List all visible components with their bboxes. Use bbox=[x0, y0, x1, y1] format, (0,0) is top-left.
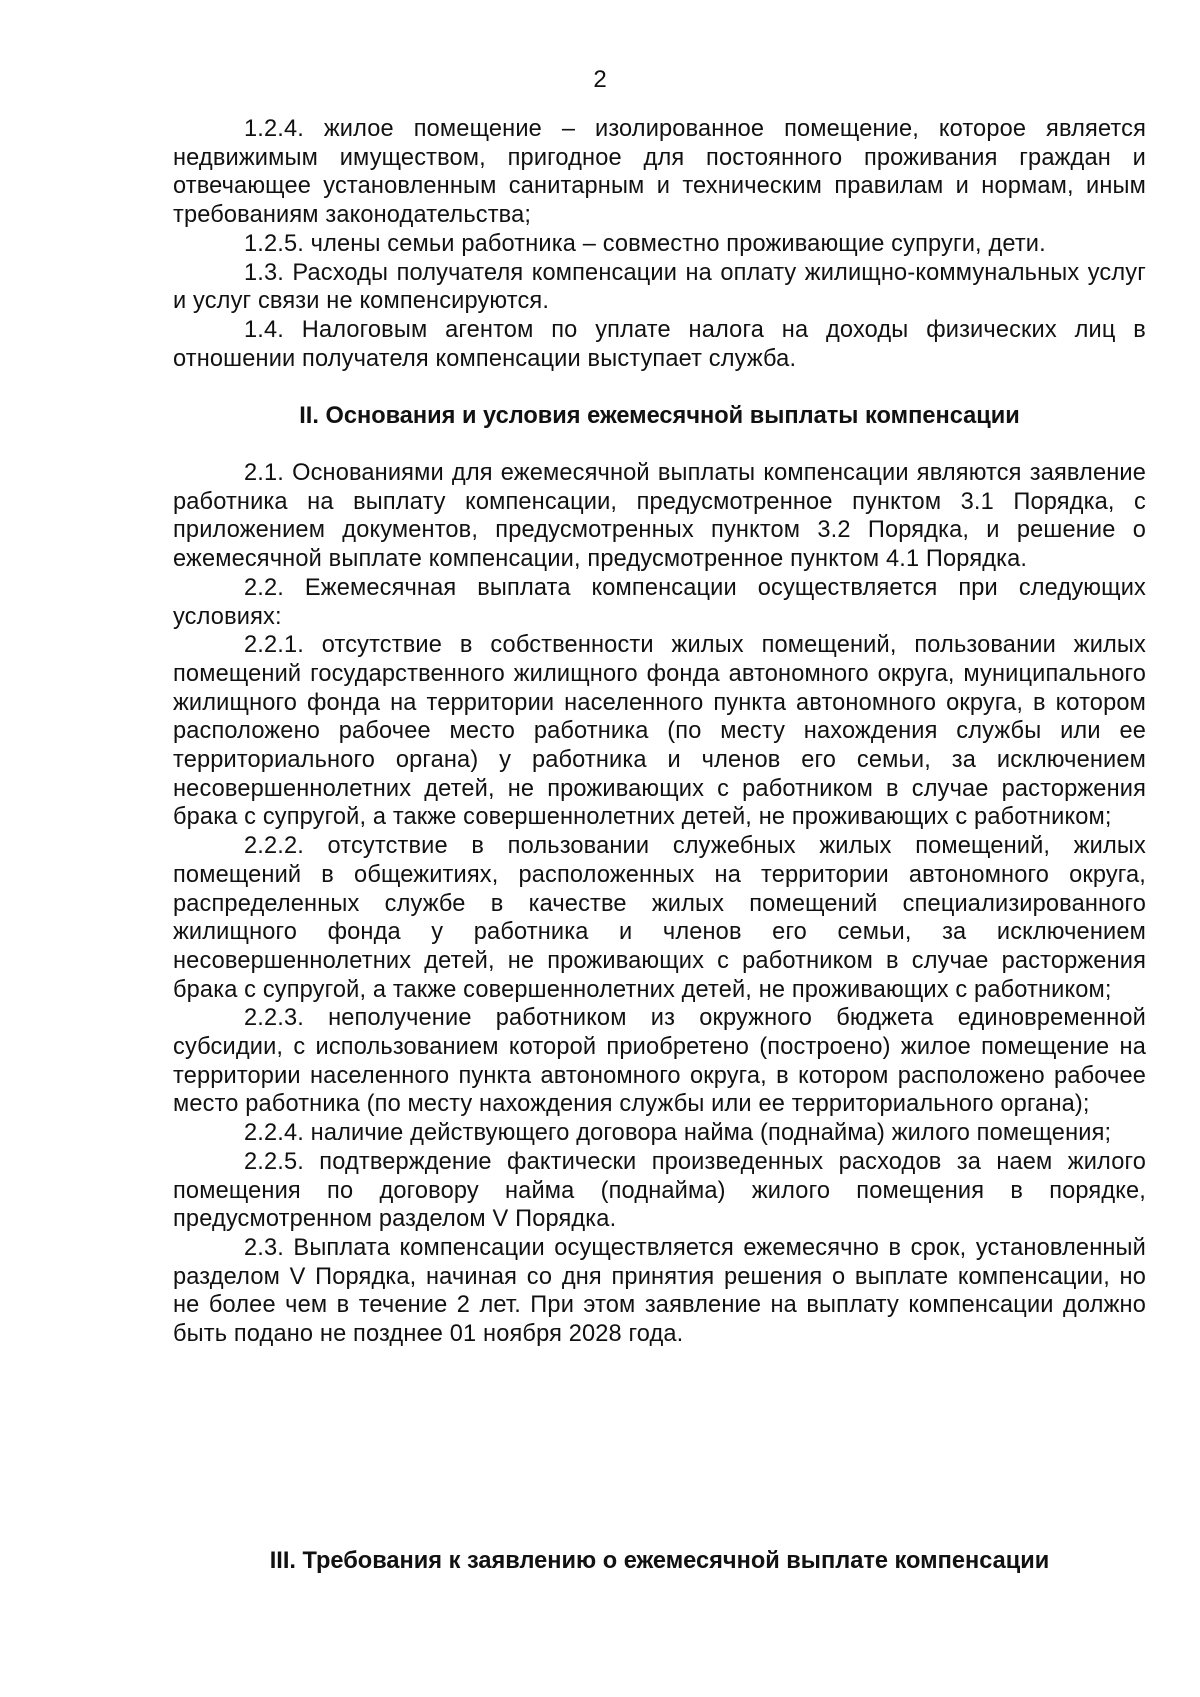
section-2-body bbox=[173, 459, 1146, 1349]
section-3-heading: III. Требования к заявлению о ежемесячной выплате компенсации bbox=[269, 1548, 1050, 1574]
paragraph-2-2-3: 2.2.3. неполучение работником из окружного бюджета единовременной субсидии, с использованием которой приобретено (построено) жилое помещение на территории населенного пункта автономного округа, в котором расположено рабочее место работника (по месту нахождения службы или ее территориального органа); bbox=[173, 1005, 1146, 1118]
paragraph-2-2-2: 2.2.2. отсутствие в пользовании служебных жилых помещений, жилых помещений в общежитиях, расположенных на территории автономного округа, распределенных службе в качестве жилых помещений специализированного жилищного фонда у работника и членов его семьи, за исключением несовершеннолетних детей, не проживающих с работником в случае расторжения брака с супругой, а также совершеннолетних детей, не проживающих с работником; bbox=[173, 833, 1146, 1003]
paragraph-1-2-4: 1.2.4. жилое помещение – изолированное помещение, которое является недвижимым имуществом, пригодное для постоянного проживания граждан и отвечающее установленным санитарным и техническим правилам и нормам, иным требованиям законодательства; bbox=[173, 116, 1146, 229]
paragraph-1-2-5: 1.2.5. члены семьи работника – совместно проживающие супруги, дети. bbox=[244, 230, 1046, 257]
paragraph-2-2-5: 2.2.5. подтверждение фактически произведенных расходов за наем жилого помещения по договору найма (поднайма) жилого помещения в порядке, предусмотренном разделом V Порядка. bbox=[173, 1148, 1146, 1233]
paragraph-2-3: 2.3. Выплата компенсации осуществляется ежемесячно в срок, установленный разделом V Порядка, начиная со дня принятия решения о выплате компенсации, но не более чем в течение 2 лет. При этом заявление на выплату компенсации должно быть подано не позднее 01 ноября 2028 года. bbox=[173, 1234, 1146, 1348]
paragraph-1-3: 1.3. Расходы получателя компенсации на оплату жилищно-коммунальных услуг и услуг связи не компенсируются. bbox=[173, 259, 1146, 315]
paragraph-2-2-1: 2.2.1. отсутствие в собственности жилых помещений, пользовании жилых помещений государственного жилищного фонда автономного округа, муниципального жилищного фонда на территории населенного пункта автономного округа, в котором расположено рабочее место работника (по месту нахождения службы или ее территориального органа) у работника и членов его семьи, за исключением несовершеннолетних детей, не проживающих с работником в случае расторжения брака с супругой, а также совершеннолетних детей, не проживающих с работником; bbox=[173, 632, 1146, 831]
paragraph-1-4: 1.4. Налоговым агентом по уплате налога на доходы физических лиц в отношении получателя компенсации выступает служба. bbox=[173, 316, 1146, 372]
section-2-heading: II. Основания и условия ежемесячной выплаты компенсации bbox=[299, 403, 1020, 429]
paragraph-2-2: 2.2. Ежемесячная выплата компенсации осуществляется при следующих условиях: bbox=[173, 574, 1146, 630]
paragraph-2-2-4: 2.2.4. наличие действующего договора найма (поднайма) жилого помещения; bbox=[244, 1120, 1112, 1147]
paragraph-2-1: 2.1. Основаниями для ежемесячной выплаты компенсации являются заявление работника на выплату компенсации, предусмотренное пунктом 3.1 Порядка, с приложением документов, предусмотренных пунктом 3.2 Порядка, и решение о ежемесячной выплате компенсации, предусмотренное пунктом 4.1 Порядка. bbox=[173, 460, 1146, 573]
page-number: 2 bbox=[593, 66, 607, 93]
section-1-continuation bbox=[173, 115, 1146, 373]
